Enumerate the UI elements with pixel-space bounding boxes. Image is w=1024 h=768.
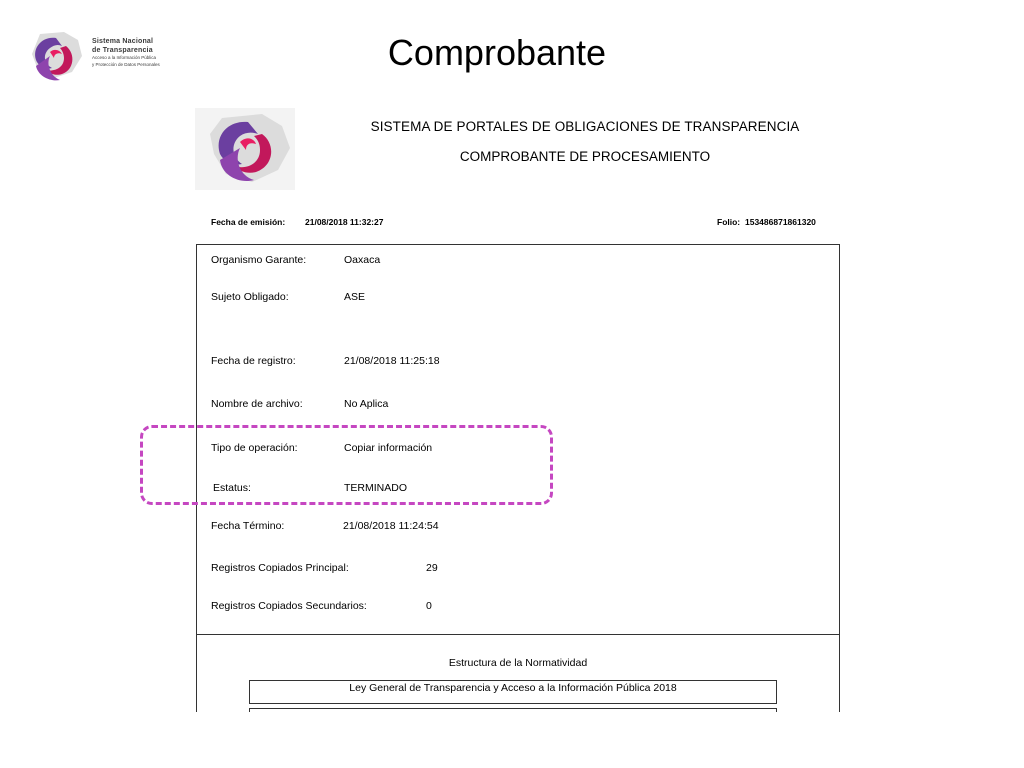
- brand-line-2: de Transparencia: [92, 47, 153, 54]
- tipo-operacion-label: Tipo de operación:: [211, 442, 298, 454]
- folio-value: 153486871861320: [745, 217, 816, 227]
- highlight-outline: [140, 425, 553, 505]
- emision-label: Fecha de emisión:: [211, 217, 286, 227]
- fecha-registro-value: 21/08/2018 11:25:18: [344, 355, 440, 367]
- registros-principal-label: Registros Copiados Principal:: [211, 562, 349, 574]
- tipo-operacion-value: Copiar información: [344, 442, 433, 454]
- sujeto-value: ASE: [344, 291, 366, 303]
- organismo-label: Organismo Garante:: [211, 254, 307, 266]
- estatus-label: Estatus:: [213, 482, 251, 494]
- nombre-archivo-label: Nombre de archivo:: [211, 398, 303, 410]
- brand-line-1: Sistema Nacional: [92, 38, 154, 45]
- fecha-registro-label: Fecha de registro:: [211, 355, 296, 367]
- nombre-archivo-value: No Aplica: [344, 398, 389, 410]
- section-divider: [196, 634, 840, 635]
- document-title: SISTEMA DE PORTALES DE OBLIGACIONES DE TRANSPARENCIA: [370, 119, 800, 134]
- ley-table-header: Ley General de Transparencia y Acceso a la Información Pública 2018: [249, 680, 777, 704]
- brand-line-3: Acceso a la Información Pública: [92, 55, 157, 60]
- registros-secundarios-label: Registros Copiados Secundarios:: [211, 600, 367, 612]
- brand-line-4: y Protección de Datos Personales: [92, 61, 160, 67]
- organismo-value: Oaxaca: [344, 254, 381, 266]
- page-cutoff: [0, 712, 1024, 768]
- slide-title: Comprobante: [387, 32, 607, 73]
- registros-secundarios-value: 0: [426, 600, 432, 612]
- fecha-termino-value: 21/08/2018 11:24:54: [343, 520, 439, 532]
- emision-value: 21/08/2018 11:32:27: [305, 217, 384, 227]
- document-subtitle: COMPROBANTE DE PROCESAMIENTO: [459, 149, 711, 164]
- registros-principal-value: 29: [426, 562, 438, 574]
- fecha-termino-label: Fecha Término:: [211, 520, 285, 532]
- estatus-value: TERMINADO: [344, 482, 407, 494]
- document-logo-icon: [200, 108, 295, 190]
- folio-label: Folio:: [717, 217, 741, 227]
- sujeto-label: Sujeto Obligado:: [211, 291, 289, 303]
- estructura-title: Estructura de la Normatividad: [448, 657, 588, 669]
